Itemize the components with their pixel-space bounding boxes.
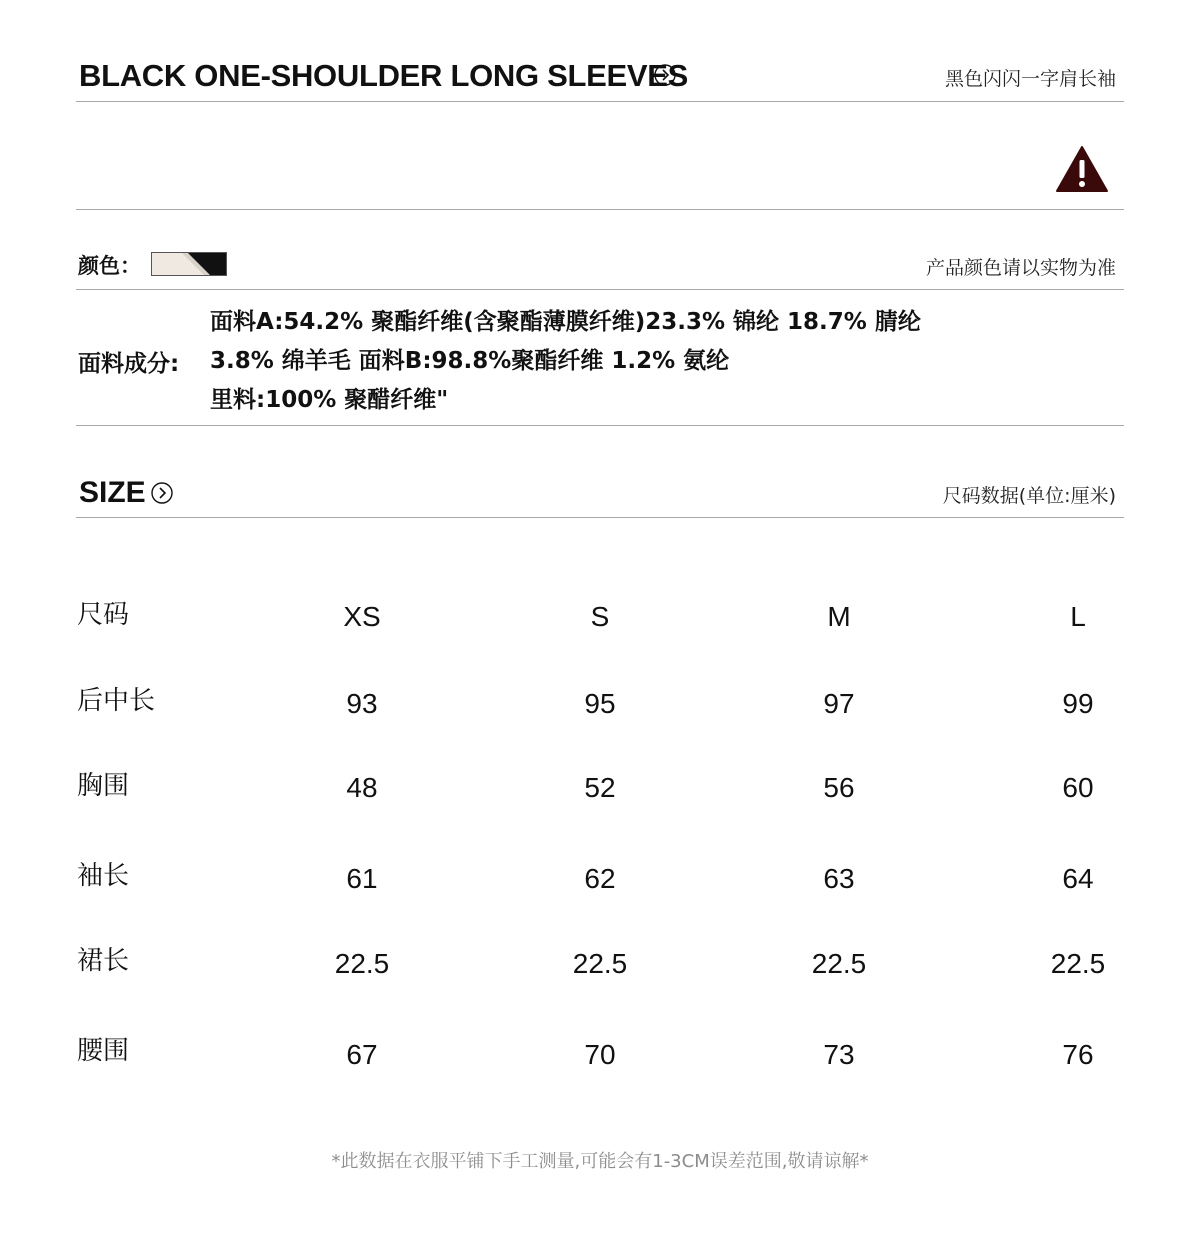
color-swatch bbox=[151, 252, 227, 276]
product-subtitle: 黑色闪闪一字肩长袖 bbox=[944, 68, 1116, 90]
size-title: SIZE bbox=[79, 476, 146, 509]
product-title: BLACK ONE-SHOULDER LONG SLEEVES bbox=[79, 58, 689, 93]
table-cell: 76 bbox=[1062, 1039, 1094, 1070]
table-cell: 48 bbox=[346, 772, 378, 803]
table-cell: 70 bbox=[584, 1039, 616, 1070]
table-cell: 63 bbox=[823, 863, 855, 894]
table-row-label: 腰围 bbox=[77, 1036, 130, 1066]
chevron-right-circle-icon bbox=[151, 482, 173, 504]
divider bbox=[76, 209, 1124, 210]
table-row-label: 袖长 bbox=[77, 861, 130, 891]
measurement-footnote: *此数据在衣服平铺下手工测量,可能会有1-3CM误差范围,敬请谅解* bbox=[331, 1151, 869, 1172]
size-column-header: S bbox=[590, 601, 610, 632]
table-cell: 97 bbox=[823, 688, 855, 719]
fabric-line: 3.8% 绵羊毛 面料B:98.8%聚酯纤维 1.2% 氨纶 bbox=[210, 348, 730, 374]
table-cell: 56 bbox=[823, 772, 855, 803]
divider bbox=[76, 425, 1124, 426]
size-column-header: L bbox=[1070, 601, 1086, 632]
fabric-line: 里料:100% 聚醋纤维" bbox=[210, 387, 449, 413]
warning-triangle-icon bbox=[1055, 145, 1109, 193]
divider bbox=[76, 517, 1124, 518]
table-cell: 67 bbox=[346, 1039, 378, 1070]
table-cell: 99 bbox=[1062, 688, 1094, 719]
table-cell: 73 bbox=[823, 1039, 855, 1070]
table-cell: 22.5 bbox=[334, 948, 390, 979]
table-cell: 22.5 bbox=[1050, 948, 1106, 979]
table-cell: 62 bbox=[584, 863, 616, 894]
chevron-right-circle-icon bbox=[654, 64, 676, 86]
fabric-label: 面料成分: bbox=[78, 351, 180, 377]
color-label: 颜色： bbox=[78, 254, 141, 278]
table-cell: 52 bbox=[584, 772, 616, 803]
table-row-label: 裙长 bbox=[77, 946, 130, 976]
table-row-label: 胸围 bbox=[77, 771, 130, 801]
table-cell: 61 bbox=[346, 863, 378, 894]
table-cell: 22.5 bbox=[572, 948, 628, 979]
table-cell: 60 bbox=[1062, 772, 1094, 803]
size-unit-note: 尺码数据(单位:厘米) bbox=[942, 485, 1116, 507]
color-note: 产品颜色请以实物为准 bbox=[925, 257, 1116, 279]
divider bbox=[76, 289, 1124, 290]
divider bbox=[76, 101, 1124, 102]
table-cell: 22.5 bbox=[811, 948, 867, 979]
fabric-line: 面料A:54.2% 聚酯纤维(含聚酯薄膜纤维)23.3% 锦纶 18.7% 腈纶 bbox=[210, 309, 921, 335]
size-header-label: 尺码 bbox=[77, 600, 130, 630]
size-column-header: M bbox=[827, 601, 851, 632]
table-cell: 95 bbox=[584, 688, 616, 719]
table-row-label: 后中长 bbox=[77, 686, 156, 716]
size-column-header: XS bbox=[343, 601, 381, 632]
table-cell: 64 bbox=[1062, 863, 1094, 894]
table-cell: 93 bbox=[346, 688, 378, 719]
